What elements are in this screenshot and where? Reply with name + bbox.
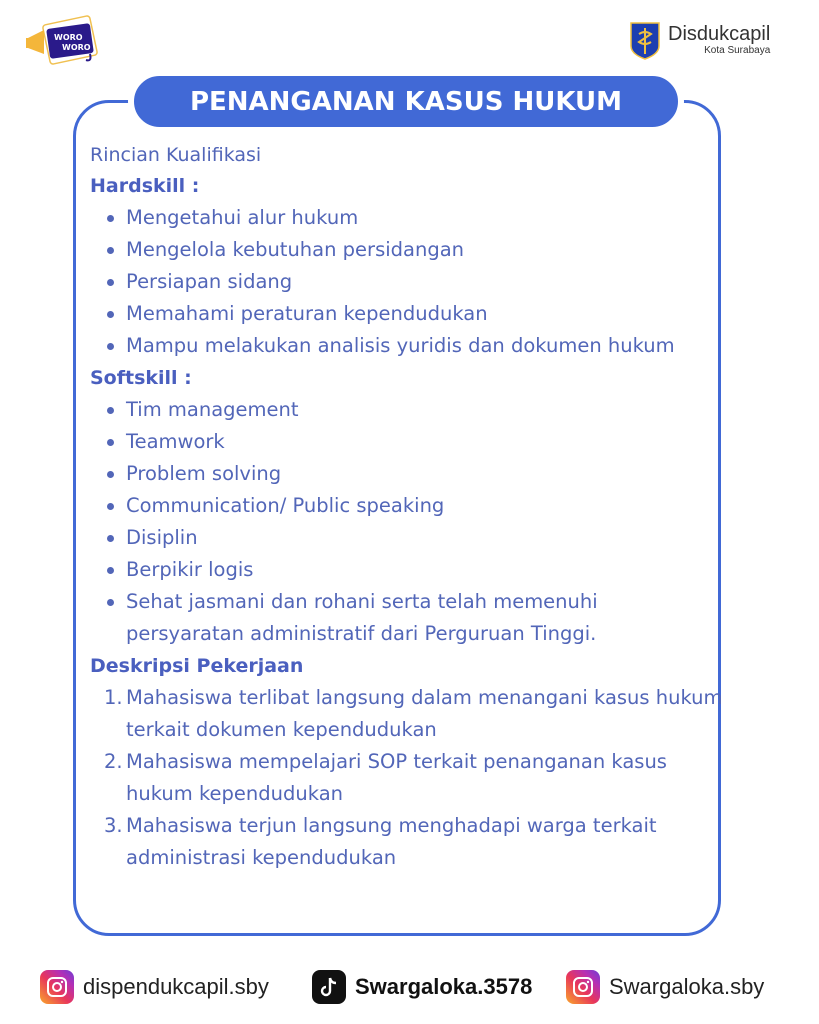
list-item: Teamwork [90, 426, 730, 458]
social-footer [40, 970, 800, 1010]
list-item: Sehat jasmani dan rohani serta telah memenuhi persyaratan administratif dari Perguruan Tinggi. [90, 586, 686, 650]
list-item [90, 746, 686, 810]
item-number: 1. [104, 686, 123, 709]
item-text: Mahasiswa terlibat langsung dalam menangani kasus hukum terkait dokumen kependudukan [126, 686, 723, 741]
item-text: Mahasiswa mempelajari SOP terkait penanganan kasus hukum kependudukan [126, 750, 667, 805]
list-item: Disiplin [90, 522, 730, 554]
job-description-list [90, 682, 730, 874]
instagram-icon [566, 970, 600, 1004]
list-item: Berpikir logis [90, 554, 730, 586]
social-link-instagram-swargaloka[interactable] [566, 970, 764, 1004]
list-item: Memahami peraturan kependudukan [90, 298, 730, 330]
woro-woro-logo [24, 14, 100, 72]
list-item: Tim management [90, 394, 730, 426]
job-description-heading: Deskripsi Pekerjaan [90, 655, 304, 677]
disdukcapil-logo [628, 20, 770, 60]
list-item: Mampu melakukan analisis yuridis dan dokumen hukum [90, 330, 686, 362]
hardskill-heading: Hardskill : [90, 175, 200, 197]
item-number: 2. [104, 750, 123, 773]
list-item: Problem solving [90, 458, 730, 490]
list-item: Persiapan sidang [90, 266, 730, 298]
megaphone-icon [24, 14, 100, 72]
social-handle: dispendukcapil.sby [83, 974, 269, 999]
page-title: PENANGANAN KASUS HUKUM [189, 86, 623, 117]
list-item [90, 682, 726, 746]
brand-subtitle: Kota Surabaya [704, 45, 771, 56]
hardskill-list [90, 202, 730, 362]
tiktok-icon [312, 970, 346, 1004]
item-number: 3. [104, 814, 123, 837]
social-link-tiktok-swargaloka[interactable] [312, 970, 532, 1004]
section-subtitle: Rincian Kualifikasi [90, 144, 262, 166]
social-link-instagram-dispendukcapil[interactable] [40, 970, 269, 1004]
list-item [90, 810, 686, 874]
softskill-list [90, 394, 730, 650]
softskill-heading: Softskill : [90, 367, 192, 389]
list-item: Communication/ Public speaking [90, 490, 730, 522]
brand-name: Disdukcapil [668, 23, 771, 45]
social-handle: Swargaloka.3578 [355, 974, 533, 999]
social-handle: Swargaloka.sby [609, 974, 765, 999]
list-item: Mengetahui alur hukum [90, 202, 730, 234]
svg-text:WORO: WORO [62, 43, 91, 52]
city-shield-icon [628, 20, 662, 60]
svg-text:WORO: WORO [54, 33, 83, 42]
item-text: Mahasiswa terjun langsung menghadapi warga terkait administrasi kependudukan [126, 814, 657, 869]
card-content [90, 140, 730, 874]
title-banner [128, 70, 684, 133]
instagram-icon [40, 970, 74, 1004]
list-item: Mengelola kebutuhan persidangan [90, 234, 730, 266]
